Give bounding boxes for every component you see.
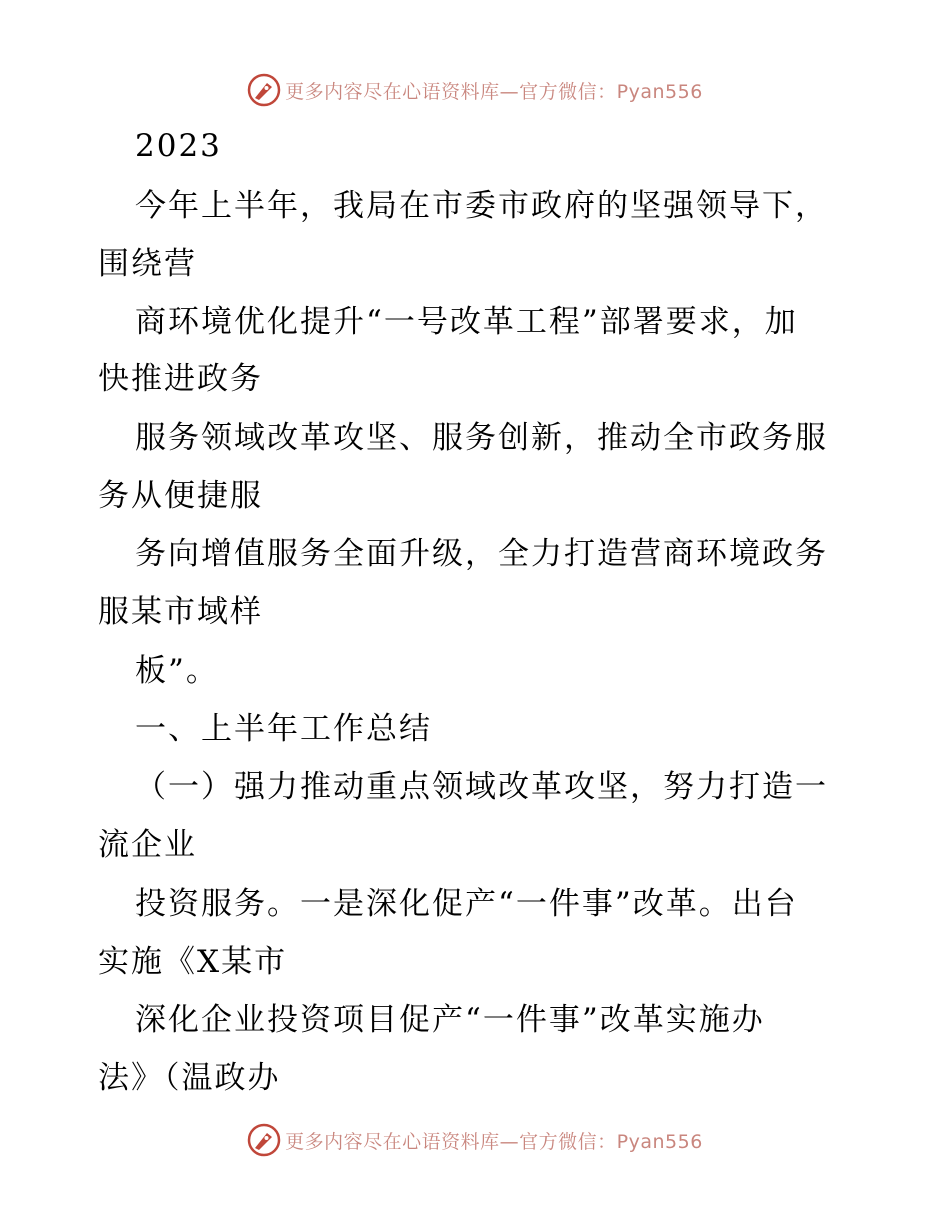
document-line: 快推进政务: [98, 361, 263, 397]
document-line: 服某市域样: [98, 594, 263, 630]
footer-watermark-banner: [0, 1120, 950, 1160]
header-watermark-text: 更多内容尽在心语资料库—官方微信：Pyan556: [285, 80, 703, 103]
document-line: 深化企业投资项目促产“一件事”改革实施办: [135, 1002, 765, 1038]
document-line: 板”。: [135, 653, 219, 689]
footer-watermark-text: 更多内容尽在心语资料库—官方微信：Pyan556: [285, 1130, 703, 1153]
document-line: 2023: [135, 128, 222, 164]
document-line: 务向增值服务全面升级，全力打造营商环境政务: [135, 536, 828, 572]
section-heading: 一、上半年工作总结: [135, 711, 432, 747]
document-line: 法》（温政办: [98, 1060, 281, 1096]
document-line: 务从便捷服: [98, 478, 263, 514]
document-line: （一）强力推动重点领域改革攻坚，努力打造一: [135, 769, 828, 805]
document-line: 服务领域改革攻坚、服务创新，推动全市政务服: [135, 420, 828, 456]
pen-nib-logo-icon: [247, 1123, 281, 1157]
document-line: 实施《X某市: [98, 944, 288, 980]
document-line: 投资服务。一是深化促产“一件事”改革。出台: [135, 886, 798, 922]
document-line: 围绕营: [98, 246, 197, 282]
document-line: 流企业: [98, 827, 197, 863]
document-line: 商环境优化提升“一号改革工程”部署要求，加: [135, 304, 798, 340]
document-line: 今年上半年，我局在市委市政府的坚强领导下，: [135, 188, 828, 224]
